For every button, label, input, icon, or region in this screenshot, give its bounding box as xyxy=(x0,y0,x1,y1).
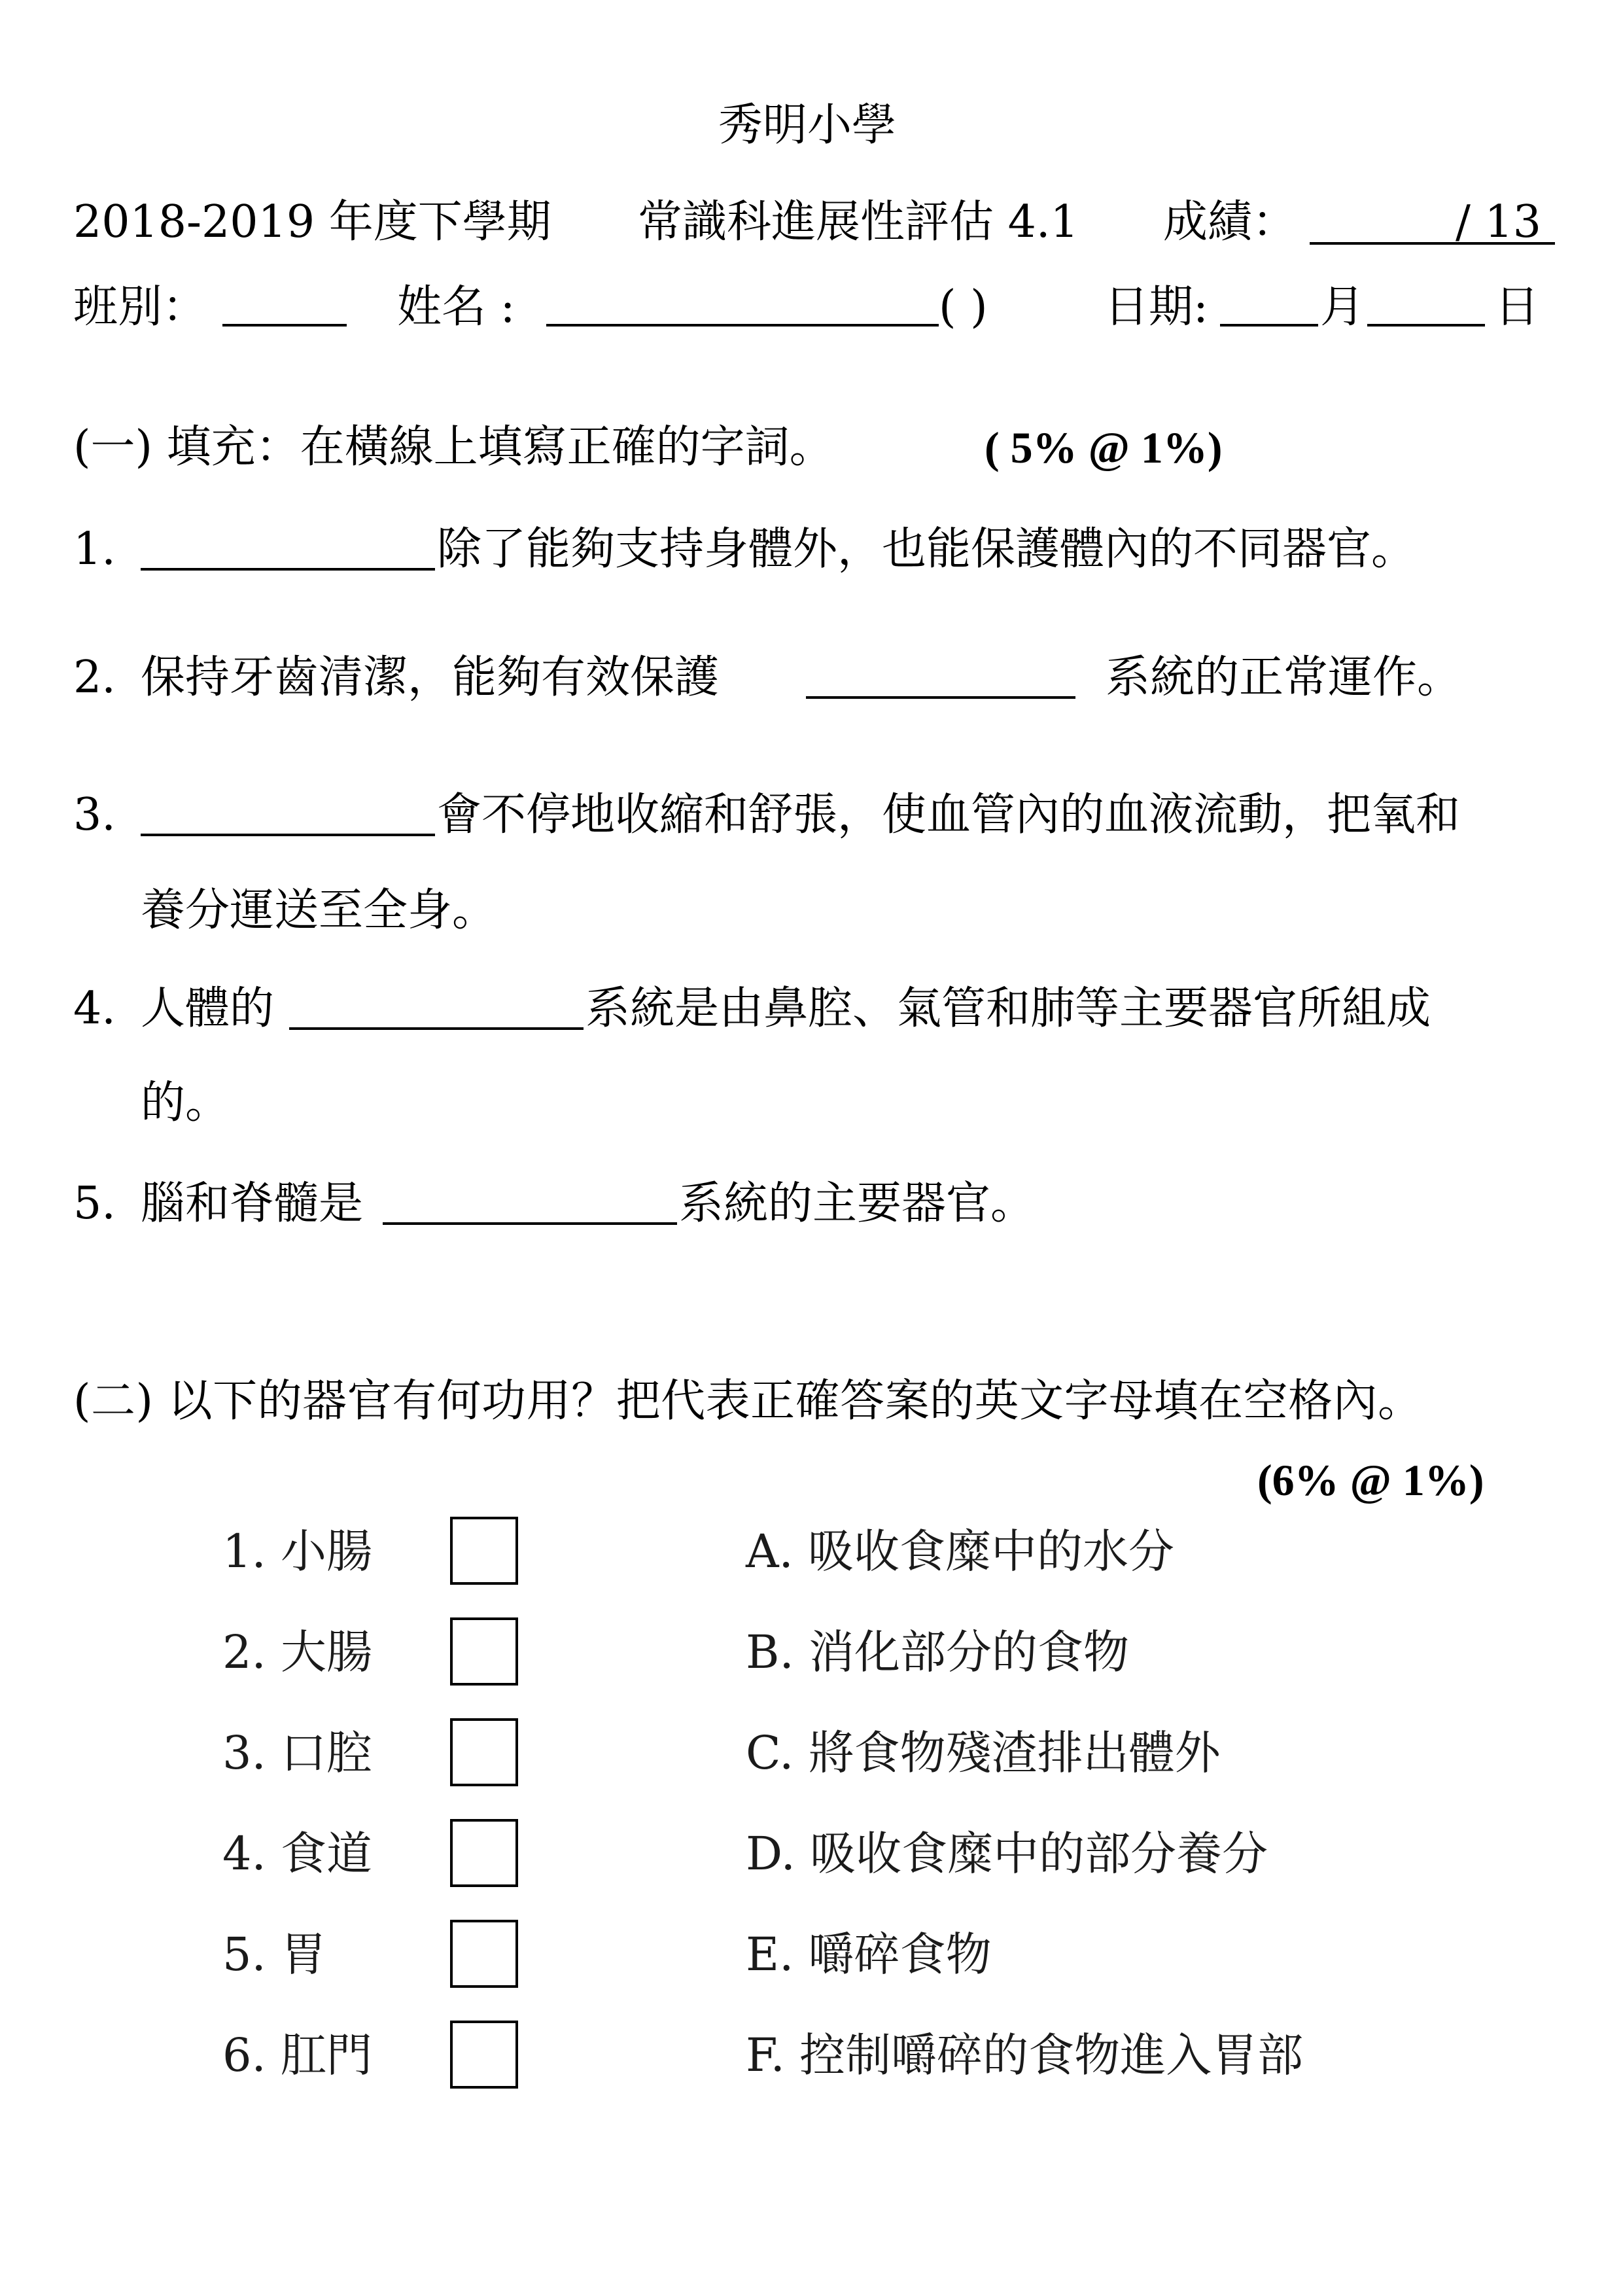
q5-text-after: 系統的主要器官。 xyxy=(679,1178,1036,1229)
assessment-title: 常識科進展性評估 4.1 xyxy=(638,196,1079,248)
q4-text-line2: 的。 xyxy=(141,1077,230,1129)
q1-answer-blank[interactable] xyxy=(141,568,435,571)
q3-number: 3. xyxy=(73,789,116,841)
name-label: 姓名 : xyxy=(397,281,515,333)
answer-box-6[interactable] xyxy=(450,2021,518,2089)
function-option-e: E. 嚼碎食物 xyxy=(746,1928,992,1981)
function-option-d: D. 吸收食糜中的部分養分 xyxy=(746,1827,1268,1881)
q5-text-before: 腦和脊髓是 xyxy=(141,1178,364,1229)
organ-label: 5. 胃 xyxy=(222,1928,327,1981)
q4-text-before: 人體的 xyxy=(141,983,275,1034)
score-label: 成績： xyxy=(1163,196,1297,248)
section2-marks: (6% @ 1%) xyxy=(1257,1455,1484,1505)
answer-box-4[interactable] xyxy=(450,1819,518,1887)
answer-box-1[interactable] xyxy=(450,1517,518,1585)
q5-answer-blank[interactable] xyxy=(383,1222,677,1225)
organ-label: 4. 食道 xyxy=(222,1827,373,1881)
class-label: 班別： xyxy=(73,281,207,333)
score-total: / 13 xyxy=(1456,196,1542,248)
name-field[interactable] xyxy=(546,324,939,327)
section1-marks: ( 5% @ 1%) xyxy=(985,423,1223,472)
q2-answer-blank[interactable] xyxy=(806,696,1075,699)
q2-text-before: 保持牙齒清潔，能夠有效保護 xyxy=(141,652,720,703)
q2-number: 2. xyxy=(73,652,116,703)
organ-label: 1. 小腸 xyxy=(222,1525,373,1578)
function-option-b: B. 消化部分的食物 xyxy=(746,1625,1129,1679)
q4-number: 4. xyxy=(73,983,116,1034)
q5-number: 5. xyxy=(73,1178,116,1229)
organ-label: 2. 大腸 xyxy=(222,1625,373,1679)
month-field[interactable] xyxy=(1220,324,1318,327)
date-label: 日期: xyxy=(1104,281,1208,333)
class-number-field[interactable]: ( ) xyxy=(939,281,988,333)
q4-answer-blank[interactable] xyxy=(289,1027,584,1030)
q3-text-line2: 養分運送至全身。 xyxy=(141,885,497,936)
day-label: 日 xyxy=(1495,281,1540,333)
month-label: 月 xyxy=(1320,281,1365,333)
q3-text-line1: 會不停地收縮和舒張，使血管內的血液流動，把氧和 xyxy=(437,789,1461,841)
organ-label: 6. 肛門 xyxy=(222,2028,373,2082)
school-name: 秀明小學 xyxy=(718,99,897,151)
q2-text-after: 系統的正常運作。 xyxy=(1106,652,1462,703)
year-term: 2018-2019 年度下學期 xyxy=(73,196,551,248)
day-field[interactable] xyxy=(1367,324,1485,327)
q1-text: 除了能夠支持身體外，也能保護體內的不同器官。 xyxy=(437,523,1416,575)
answer-box-2[interactable] xyxy=(450,1617,518,1686)
answer-box-3[interactable] xyxy=(450,1718,518,1786)
organ-label: 3. 口腔 xyxy=(222,1726,373,1780)
section2-title: (二) 以下的器官有何功用？把代表正確答案的英文字母填在空格內。 xyxy=(73,1375,1423,1427)
function-option-a: A. 吸收食糜中的水分 xyxy=(746,1525,1175,1578)
function-option-f: F. 控制嚼碎的食物進入胃部 xyxy=(746,2028,1304,2082)
function-option-c: C. 將食物殘渣排出體外 xyxy=(746,1726,1221,1780)
section1-title: (一) 填充：在橫線上填寫正確的字詞。 xyxy=(73,421,834,473)
q4-text-after: 系統是由鼻腔、氣管和肺等主要器官所組成 xyxy=(585,983,1431,1034)
q3-answer-blank[interactable] xyxy=(141,834,435,836)
q1-number: 1. xyxy=(73,523,116,575)
answer-box-5[interactable] xyxy=(450,1920,518,1988)
class-field[interactable] xyxy=(222,324,347,327)
